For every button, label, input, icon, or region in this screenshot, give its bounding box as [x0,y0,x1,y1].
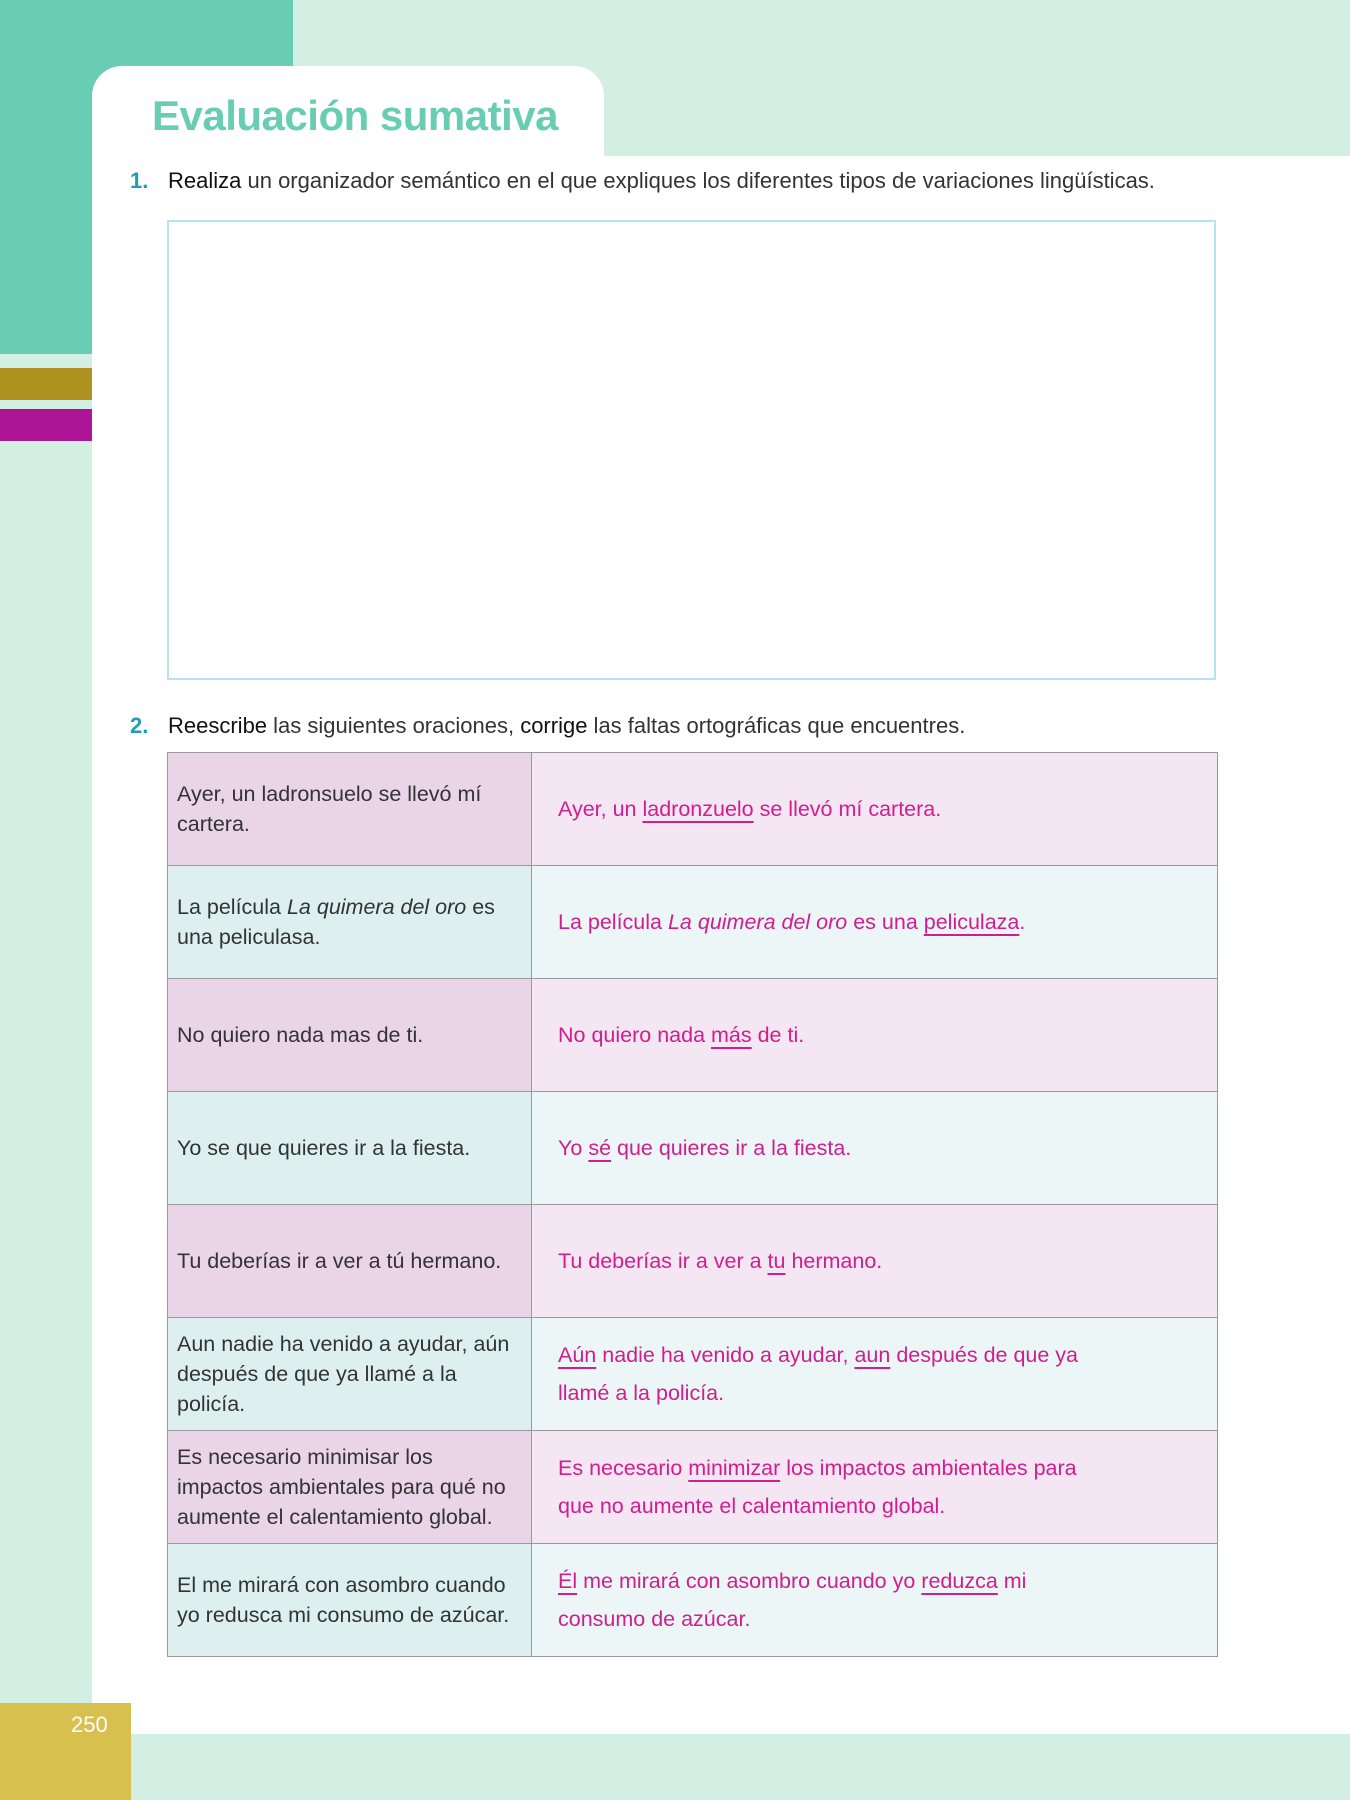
text-segment: nadie ha venido a ayudar, [596,1343,855,1367]
question-1-text: un organizador semántico en el que expliques los diferentes tipos de variaciones lingüísticas. [241,168,1155,193]
original-sentence: No quiero nada mas de ti. [168,979,532,1092]
original-sentence [168,866,532,979]
question-2-tail: las faltas ortográficas que encuentres. [587,713,966,738]
corrected-sentence [532,1544,1218,1657]
table-row [168,1092,1218,1205]
corrected-word: minimizar [688,1456,781,1480]
original-sentence: Tu deberías ir a ver a tú hermano. [168,1205,532,1318]
corrected-word: ladronzuelo [642,797,754,821]
page-title: Evaluación sumativa [152,92,559,139]
corrected-sentence [532,979,1218,1092]
question-2-number: 2. [130,713,149,738]
italic-title: La quimera del oro [667,910,848,934]
table-row [168,1544,1218,1657]
question-2 [130,713,965,739]
corrected-word: Él [558,1569,578,1593]
original-sentence: Yo se que quieres ir a la fiesta. [168,1092,532,1205]
text-segment: que quieres ir a la fiesta. [611,1136,852,1160]
corrected-word: Aún [558,1343,597,1367]
text-segment: me mirará con asombro cuando yo [577,1569,922,1593]
question-2-verb1: Reescribe [168,713,268,738]
text-segment: es una peliculasa. [177,895,495,949]
text-segment: los impactos ambientales para que no aumente el calentamiento global. [558,1456,1077,1518]
question-2-mid: las siguientes oraciones, [267,713,521,738]
corrected-word: peliculaza [923,910,1020,934]
corrected-sentence [532,1205,1218,1318]
text-segment: de ti. [751,1023,805,1047]
table-row [168,1318,1218,1431]
question-1 [130,168,1155,194]
text-segment: Ayer, un [558,797,643,821]
corrected-word: más [711,1023,752,1047]
corrected-sentence [532,866,1218,979]
magenta-stripe [0,409,92,441]
olive-stripe [0,368,92,400]
text-segment: es una [847,910,924,934]
table-row [168,1431,1218,1544]
question-2-verb2: corrige [520,713,588,738]
original-sentence: Ayer, un ladronsuelo se llevó mí cartera. [168,753,532,866]
text-segment: Yo [558,1136,589,1160]
original-sentence: El me mirará con asombro cuando yo redusca mi consumo de azúcar. [168,1544,532,1657]
corrected-word: reduzca [921,1569,998,1593]
table-row [168,753,1218,866]
corrected-sentence [532,1431,1218,1544]
original-sentence: Aun nadie ha venido a ayudar, aún después de que ya llamé a la policía. [168,1318,532,1431]
answer-box[interactable] [167,220,1216,680]
text-segment: hermano. [785,1249,883,1273]
corrected-sentence [532,1318,1218,1431]
table-row [168,1205,1218,1318]
table-row [168,979,1218,1092]
text-segment: No quiero nada [558,1023,711,1047]
text-segment: después de que ya llamé a la policía. [558,1343,1079,1405]
corrected-sentence [532,753,1218,866]
text-segment: Es necesario [558,1456,689,1480]
corrected-word: sé [588,1136,612,1160]
question-1-verb: Realiza [168,168,242,193]
corrected-word: tu [767,1249,786,1273]
text-segment: La película [558,910,668,934]
table-row [168,866,1218,979]
corrected-sentence [532,1092,1218,1205]
italic-title: La quimera del oro [286,895,467,919]
original-sentence: Es necesario minimisar los impactos ambientales para qué no aumente el calentamiento global. [168,1431,532,1544]
corrected-word: aun [854,1343,891,1367]
page-number-box [0,1703,131,1800]
text-segment: Tu deberías ir a ver a [558,1249,768,1273]
text-segment: se llevó mí cartera. [753,797,942,821]
correction-table [167,752,1218,1657]
question-1-number: 1. [130,168,149,193]
text-segment: mi consumo de azúcar. [558,1569,1027,1631]
page-number: 250 [71,1712,108,1737]
text-segment: La película [177,895,287,919]
text-segment: . [1019,910,1026,934]
